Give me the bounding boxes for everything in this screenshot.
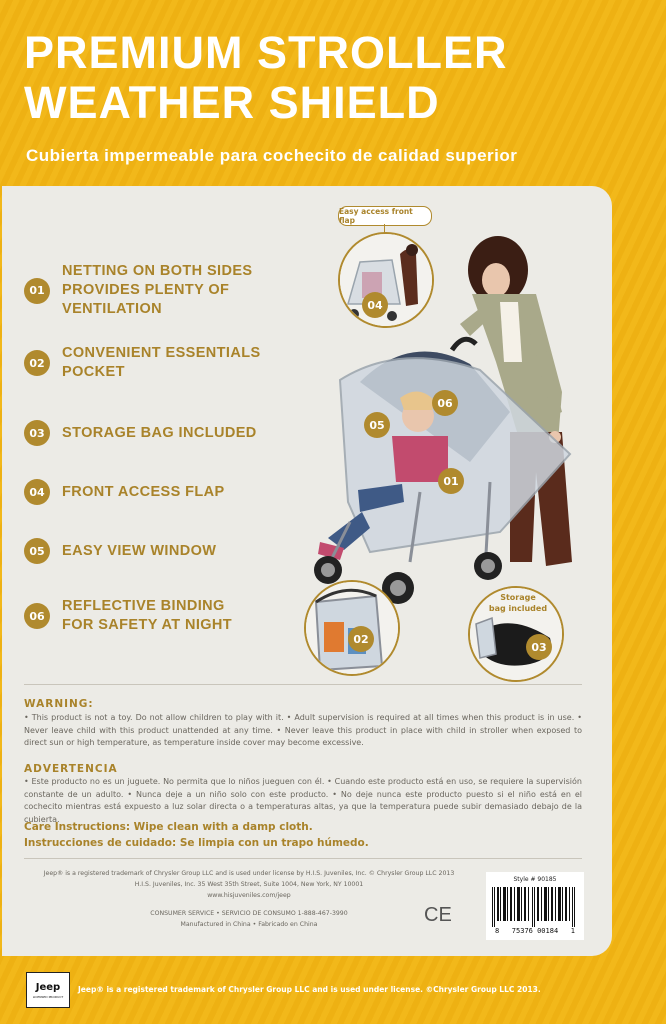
divider bbox=[24, 684, 582, 685]
care-english: Care Instructions: Wipe clean with a damp cloth. bbox=[24, 821, 313, 833]
barcode-digits: 8 75376 00184 1 bbox=[494, 927, 576, 935]
barcode-style: Style # 90185 bbox=[513, 876, 557, 883]
stroller-illustration bbox=[300, 232, 590, 612]
consumer-service-block bbox=[24, 908, 474, 930]
feature-06 bbox=[24, 597, 332, 635]
front-flap-label: Easy access front flap bbox=[338, 206, 432, 226]
feature-text: FRONT ACCESS FLAP bbox=[62, 483, 225, 500]
legal-line-1: Jeep® is a registered trademark of Chrysler Group LLC and is used under license by H.I.S. Juveniles, Inc. © Chrysler Group LLC 2013 bbox=[43, 870, 455, 877]
badge-02: 02 bbox=[348, 626, 374, 652]
warning-text: • This product is not a toy. Do not allow children to play with it. • Adult supervision is required at all times when this product is in use. • Never leave child with this product unattended at any time. • Never leave this product in place with child in stroller when exposed to direct sun or high temperature, as temperature inside cover may become excessive. bbox=[24, 713, 582, 747]
feature-04 bbox=[24, 479, 332, 505]
feature-line-2: POCKET bbox=[62, 364, 125, 380]
feature-line-1: CONVENIENT ESSENTIALS bbox=[62, 345, 261, 361]
title-line-1: PREMIUM STROLLER bbox=[24, 27, 508, 78]
legal-line-2: H.I.S. Juveniles, Inc. 35 West 35th Street, Suite 1004, New York, NY 10001 bbox=[134, 881, 364, 888]
legal-block bbox=[24, 868, 474, 901]
care-spanish: Instrucciones de cuidado: Se limpia con un trapo húmedo. bbox=[24, 837, 369, 849]
feature-02 bbox=[24, 344, 332, 382]
feature-line-2: PROVIDES PLENTY OF VENTILATION bbox=[62, 282, 230, 317]
feature-03 bbox=[24, 420, 332, 446]
badge-04: 04 bbox=[362, 292, 388, 318]
badge-03: 03 bbox=[526, 634, 552, 660]
badge-05: 05 bbox=[364, 412, 390, 438]
barcode-bars bbox=[490, 887, 580, 927]
feature-number: 05 bbox=[24, 538, 50, 564]
advertencia-heading: ADVERTENCIA bbox=[24, 763, 118, 775]
manufactured-line: Manufactured in China • Fabricado en China bbox=[180, 921, 318, 928]
feature-number: 04 bbox=[24, 479, 50, 505]
barcode bbox=[486, 872, 584, 940]
feature-text bbox=[62, 262, 332, 319]
jeep-logo-subtext: LICENSED PRODUCT bbox=[32, 994, 64, 999]
storage-label-line-2: bag included bbox=[488, 604, 548, 613]
jeep-logo-text: Jeep bbox=[35, 981, 61, 993]
feature-number: 06 bbox=[24, 603, 50, 629]
jeep-logo bbox=[26, 972, 70, 1008]
feature-line-1: REFLECTIVE BINDING bbox=[62, 598, 225, 614]
feature-text bbox=[62, 597, 332, 635]
subtitle: Cubierta impermeable para cochecito de calidad superior bbox=[26, 146, 518, 165]
footer-trademark: Jeep® is a registered trademark of Chrysler Group LLC and is used under license. ©Chrysler Group LLC 2013. bbox=[78, 985, 541, 994]
feature-number: 02 bbox=[24, 350, 50, 376]
feature-text: STORAGE BAG INCLUDED bbox=[62, 424, 257, 441]
advertencia-text: • Este producto no es un juguete. No permita que lo niños jueguen con él. • Cuando este producto está en uso, se requiere la supervisión constante de un adulto. • Nunca deje a un niño solo con este producto. • No deje nunca este producto puesto si el niño está en el cochecito mientras está expuesto a luz solar directa o a temperaturas altas, ya que la temperatura puede subir demasiado debajo de la cubierta. bbox=[24, 777, 582, 824]
feature-number: 03 bbox=[24, 420, 50, 446]
badge-06: 06 bbox=[432, 390, 458, 416]
legal-line-3: www.hisjuveniles.com/jeep bbox=[207, 892, 291, 899]
divider bbox=[24, 858, 582, 859]
ce-mark: CE bbox=[424, 904, 452, 926]
feature-text bbox=[62, 344, 332, 382]
care-instructions bbox=[24, 819, 369, 851]
feature-line-2: FOR SAFETY AT NIGHT bbox=[62, 617, 233, 633]
consumer-service-line: CONSUMER SERVICE • SERVICIO DE CONSUMO 1-888-467-3990 bbox=[150, 910, 348, 917]
page-title bbox=[24, 28, 508, 128]
title-line-2: WEATHER SHIELD bbox=[24, 77, 440, 128]
feature-01 bbox=[24, 262, 332, 319]
storage-label-line-1: Storage bbox=[500, 593, 536, 602]
feature-05 bbox=[24, 538, 332, 564]
storage-label bbox=[476, 592, 560, 614]
feature-number: 01 bbox=[24, 278, 50, 304]
warning-heading: WARNING: bbox=[24, 698, 94, 710]
badge-01: 01 bbox=[438, 468, 464, 494]
feature-text: EASY VIEW WINDOW bbox=[62, 542, 217, 559]
feature-line-1: NETTING ON BOTH SIDES bbox=[62, 263, 253, 279]
